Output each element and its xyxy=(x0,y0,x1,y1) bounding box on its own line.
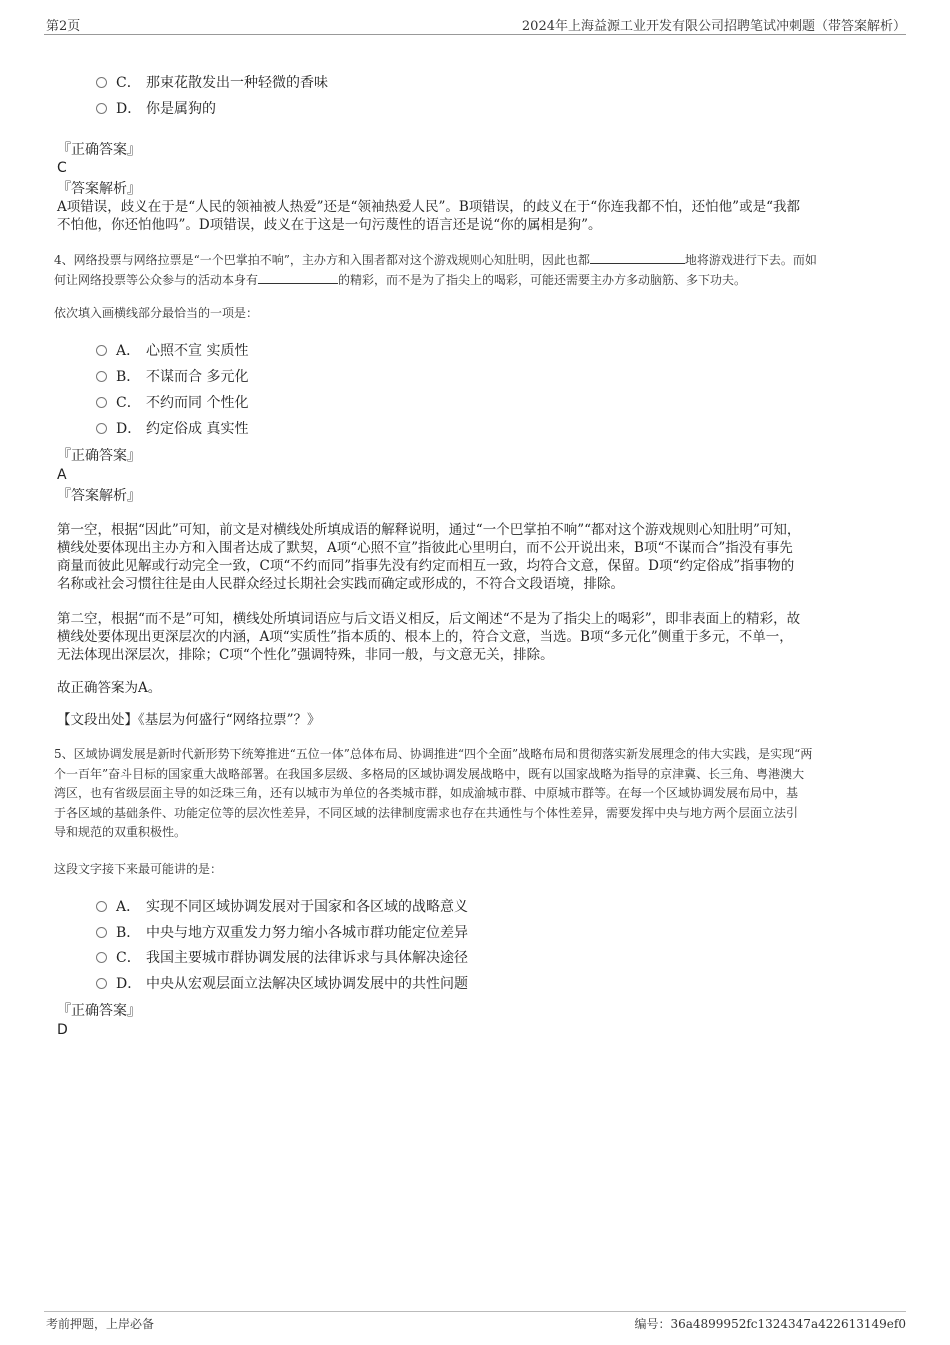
analysis-conclusion: 故正确答案为A。 xyxy=(57,680,162,696)
answer-label: 『正确答案』 xyxy=(57,1003,141,1019)
radio-icon[interactable] xyxy=(96,927,107,938)
radio-icon[interactable] xyxy=(96,952,107,963)
footer-slogan: 考前押题，上岸必备 xyxy=(46,1317,155,1331)
analysis-paragraph-2: 第二空，根据“而不是”可知，横线处所填词语应与后文语义相反，后文阐述“不是为了指尖上的喝彩”，即非表面上的精彩，故 横线处要体现出更深层次的内涵，A项“实质性”指本质的、根本上的，符合文意，当选。B项“多元化”侧重于多元，不单一， 无法体现出深层次，排除；C项“个性化”强调特殊，非同一般，与文意无关，排除。 xyxy=(57,611,801,663)
question-4-stem: 4、网络投票与网络拉票是“一个巴掌拍不响”，主办方和入围者都对这个游戏规则心知肚明，因此也都 地将游戏进行下去。而如 何让网络投票等公众参与的活动本身有 的精彩，而不是为了指尖上的喝彩，可能还需要主办方多动脑筋、多下功夫。 xyxy=(54,253,817,287)
question-4-prompt: 依次填入画横线部分最恰当的一项是： xyxy=(54,306,259,320)
answer-value: D xyxy=(57,1022,68,1038)
text-source: 【文段出处】《基层为何盛行“网络拉票”？》 xyxy=(57,712,321,728)
radio-icon[interactable] xyxy=(96,978,107,989)
radio-icon[interactable] xyxy=(96,901,107,912)
radio-icon[interactable] xyxy=(96,345,107,356)
radio-icon[interactable] xyxy=(96,77,107,88)
answer-label: 『正确答案』 xyxy=(57,142,141,158)
option-d[interactable]: D． 你是属狗的 xyxy=(96,99,216,119)
page-footer xyxy=(44,1311,906,1336)
answer-value: A xyxy=(57,467,67,483)
answer-label: 『正确答案』 xyxy=(57,448,141,464)
page-header xyxy=(44,14,906,35)
option-a[interactable]: A． 心照不宣 实质性 xyxy=(96,341,248,361)
option-c[interactable]: C． 我国主要城市群协调发展的法律诉求与具体解决途径 xyxy=(96,948,468,968)
answer-value: C xyxy=(57,160,67,176)
analysis-text: A项错误，歧义在于是“人民的领袖被人热爱”还是“领袖热爱人民”。B项错误，的歧义在于“你连我都不怕，还怕他”或是“我都 不怕他，你还怕他吗”。D项错误，歧义在于这是一句污蔑性的语言还是说“你的属相是狗”。 xyxy=(57,199,800,233)
option-b[interactable]: B． 中央与地方双重发力努力缩小各城市群功能定位差异 xyxy=(96,923,468,943)
radio-icon[interactable] xyxy=(96,397,107,408)
fill-blank-1 xyxy=(590,252,685,264)
radio-icon[interactable] xyxy=(96,371,107,382)
analysis-label: 『答案解析』 xyxy=(57,181,141,197)
option-d[interactable]: D． 约定俗成 真实性 xyxy=(96,419,248,439)
fill-blank-2 xyxy=(258,272,338,284)
option-d[interactable]: D． 中央从宏观层面立法解决区域协调发展中的共性问题 xyxy=(96,974,468,994)
document-title: 2024年上海益源工业开发有限公司招聘笔试冲刺题（带答案解析） xyxy=(521,19,906,34)
question-5-stem: 5、区域协调发展是新时代新形势下统筹推进“五位一体”总体布局、协调推进“四个全面”战略布局和贯彻落实新发展理念的伟大实践，是实现“两 个一百年”奋斗目标的国家重大战略部署。在我国多层级、多格局的区域协调发展战略中，既有以国家战略为指导的京津冀、长三角、粤港澳大 湾区，也有省级层面主导的如泛珠三角，还有以城市为单位的各类城市群，如成渝城市群、中原城市群等。在每一个区域协调发展布局中，基 于各区域的基础条件、功能定位等的层次性差异，不同区域的法律制度需求也存在共通性与个体性差异，需要发挥中央与地方两个层面立法引 导和规范的双重积极性。 xyxy=(54,747,813,839)
analysis-label: 『答案解析』 xyxy=(57,488,141,504)
radio-icon[interactable] xyxy=(96,423,107,434)
analysis-paragraph-1: 第一空，根据“因此”可知，前文是对横线处所填成语的解释说明，通过“一个巴掌拍不响”“都对这个游戏规则心知肚明”可知， 横线处要体现出主办方和入围者达成了默契，A项“心照不宣”指彼此心里明白，而不公开说出来，B项“不谋而合”指没有事先 商量而彼此见解或行动完全一致，C项“不约而同”指事先没有约定而相互一致，均符合文意，保留。D项“约定俗成”指事物的 名称或社会习惯往往是由人民群众经过长期社会实践而确定或形成的，不符合文段语境，排除。 xyxy=(57,522,801,592)
option-b[interactable]: B． 不谋而合 多元化 xyxy=(96,367,248,387)
page-number: 第2页 xyxy=(46,19,81,34)
document-id: 编号：36a4899952fc1324347a422613149ef0 xyxy=(634,1317,906,1331)
option-c[interactable]: C． 那束花散发出一种轻微的香味 xyxy=(96,73,328,93)
option-c[interactable]: C． 不约而同 个性化 xyxy=(96,393,248,413)
radio-icon[interactable] xyxy=(96,103,107,114)
option-a[interactable]: A． 实现不同区域协调发展对于国家和各区域的战略意义 xyxy=(96,897,468,917)
question-5-prompt: 这段文字接下来最可能讲的是： xyxy=(54,862,223,876)
